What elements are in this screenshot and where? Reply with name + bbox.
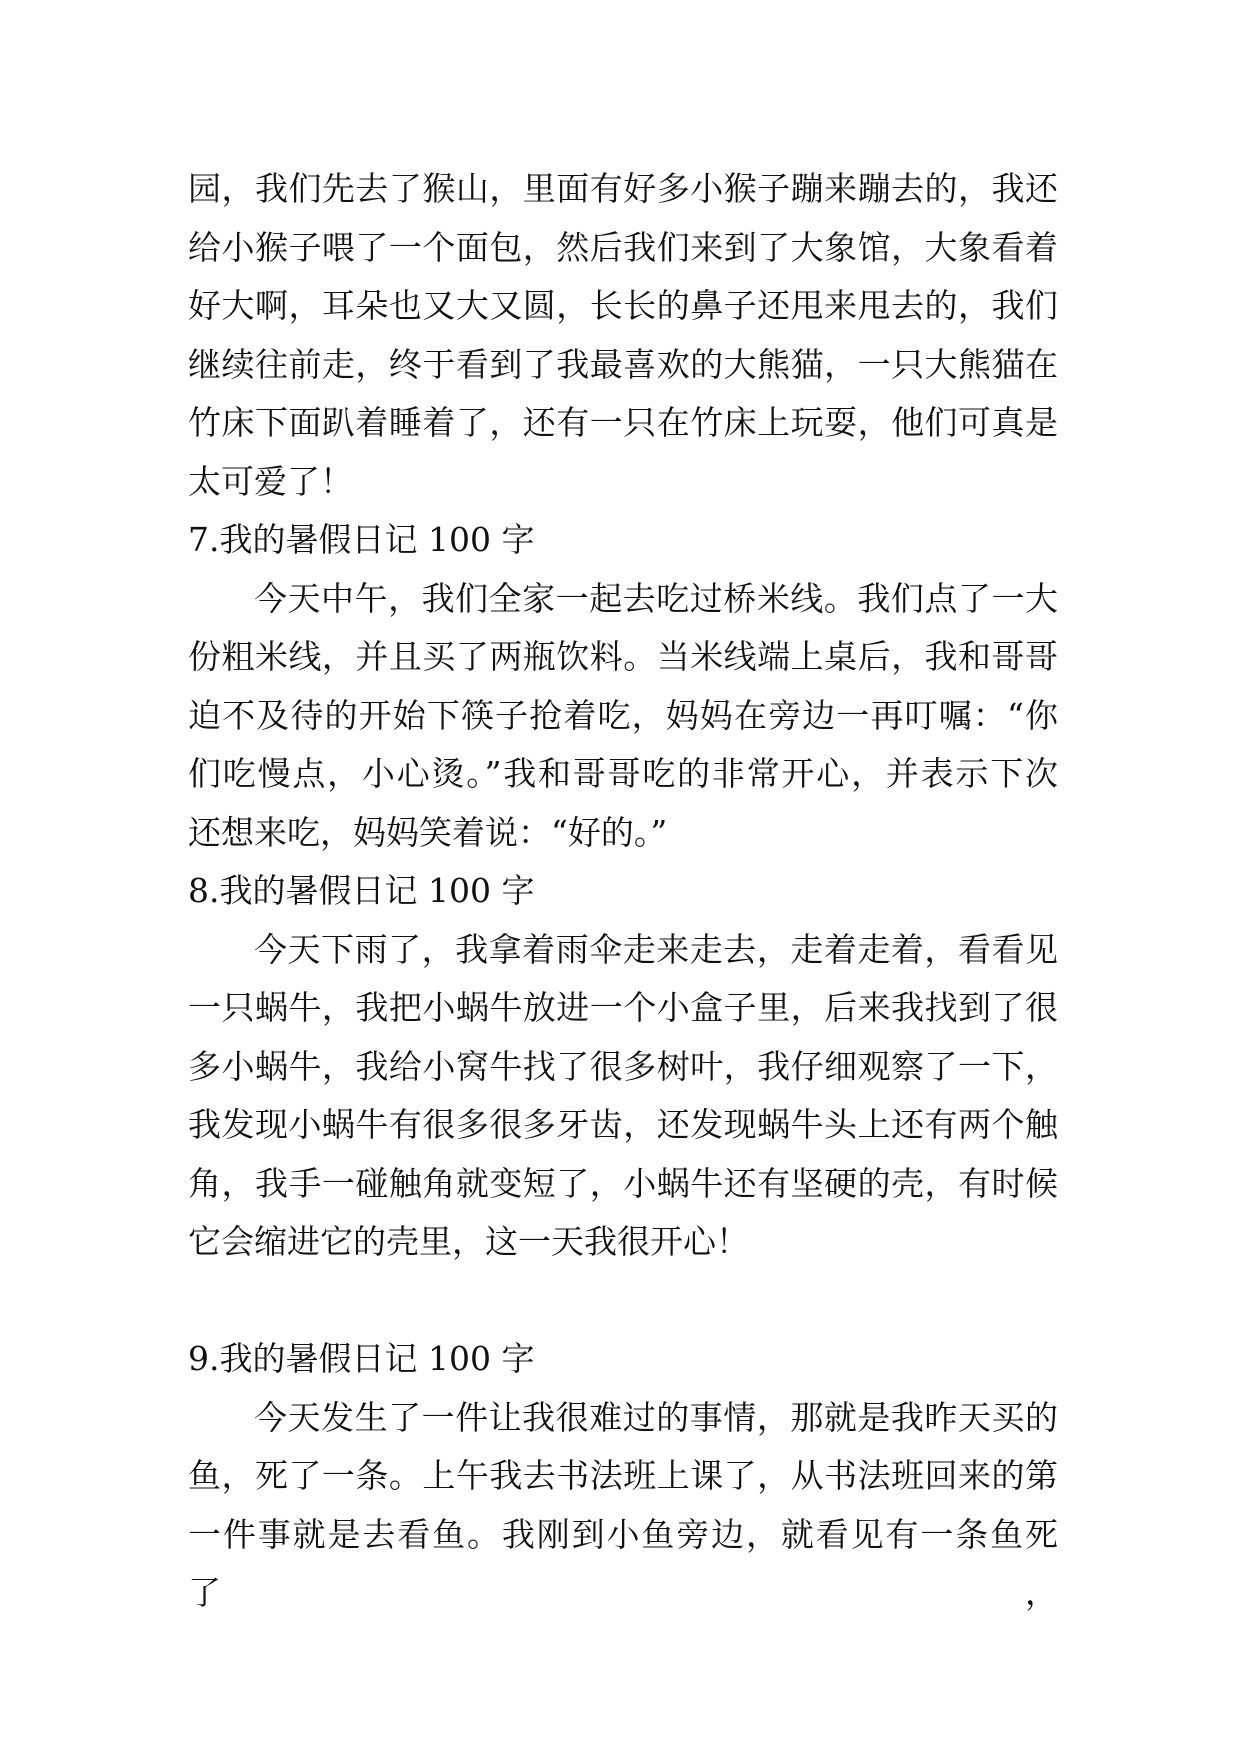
entry-heading: 9.我的暑假日记 100 字: [188, 1339, 535, 1378]
text-line: 份粗米线，并且买了两瓶饮料。当米线端上桌后，我和哥哥: [188, 637, 1058, 676]
blank-line: [188, 1272, 1058, 1331]
paragraph-continuation: [188, 160, 1058, 511]
text-line: 我发现小蜗牛有很多很多牙齿，还发现蜗牛头上还有两个触: [188, 1105, 1058, 1144]
text-line: 好大啊，耳朵也又大又圆，长长的鼻子还甩来甩去的，我们: [188, 286, 1058, 325]
text-line: 一只蜗牛，我把小蜗牛放进一个小盒子里，后来我找到了很: [188, 988, 1058, 1027]
diary-entry-8: [188, 862, 1058, 1272]
text-line: 今天中午，我们全家一起去吃过桥米线。我们点了一大: [254, 578, 1058, 618]
text-line: 鱼，死了一条。上午我去书法班上课了，从书法班回来的第: [188, 1456, 1058, 1495]
text-line: 今天发生了一件让我很难过的事情，那就是我昨天买的: [254, 1397, 1058, 1437]
text-line: 多小蜗牛，我给小窝牛找了很多树叶，我仔细观察了一下，: [188, 1046, 1058, 1086]
text-line: 角，我手一碰触角就变短了，小蜗牛还有坚硬的壳，有时候: [188, 1163, 1058, 1203]
text-line: 太可爱了！: [188, 461, 353, 501]
document-page: [188, 160, 1058, 1612]
text-line: 今天下雨了，我拿着雨伞走来走去，走着走着，看看见: [254, 929, 1058, 969]
text-line: 它会缩进它的壳里，这一天我很开心！: [188, 1222, 749, 1261]
text-line: 们吃慢点，小心烫。”我和哥哥吃的非常开心，并表示下次: [188, 754, 1058, 793]
text-line: 继续往前走，终于看到了我最喜欢的大熊猫，一只大熊猫在: [188, 344, 1058, 384]
text-line: 园，我们先去了猴山，里面有好多小猴子蹦来蹦去的，我还: [188, 169, 1058, 208]
diary-entry-9: [188, 1330, 1058, 1612]
entry-heading: 8.我的暑假日记 100 字: [188, 871, 535, 910]
diary-entry-7: [188, 511, 1058, 862]
text-line: 还想来吃，妈妈笑着说：“好的。”: [188, 812, 668, 852]
text-line: 竹床下面趴着睡着了，还有一只在竹床上玩耍，他们可真是: [188, 403, 1058, 442]
text-line: 给小猴子喂了一个面包，然后我们来到了大象馆，大象看着: [188, 227, 1058, 267]
text-line: 一件事就是去看鱼。我刚到小鱼旁边，就看见有一条鱼死了，: [188, 1514, 1058, 1612]
entry-heading: 7.我的暑假日记 100 字: [188, 520, 535, 559]
text-line: 迫不及待的开始下筷子抢着吃，妈妈在旁边一再叮嘱：“你: [188, 695, 1058, 735]
